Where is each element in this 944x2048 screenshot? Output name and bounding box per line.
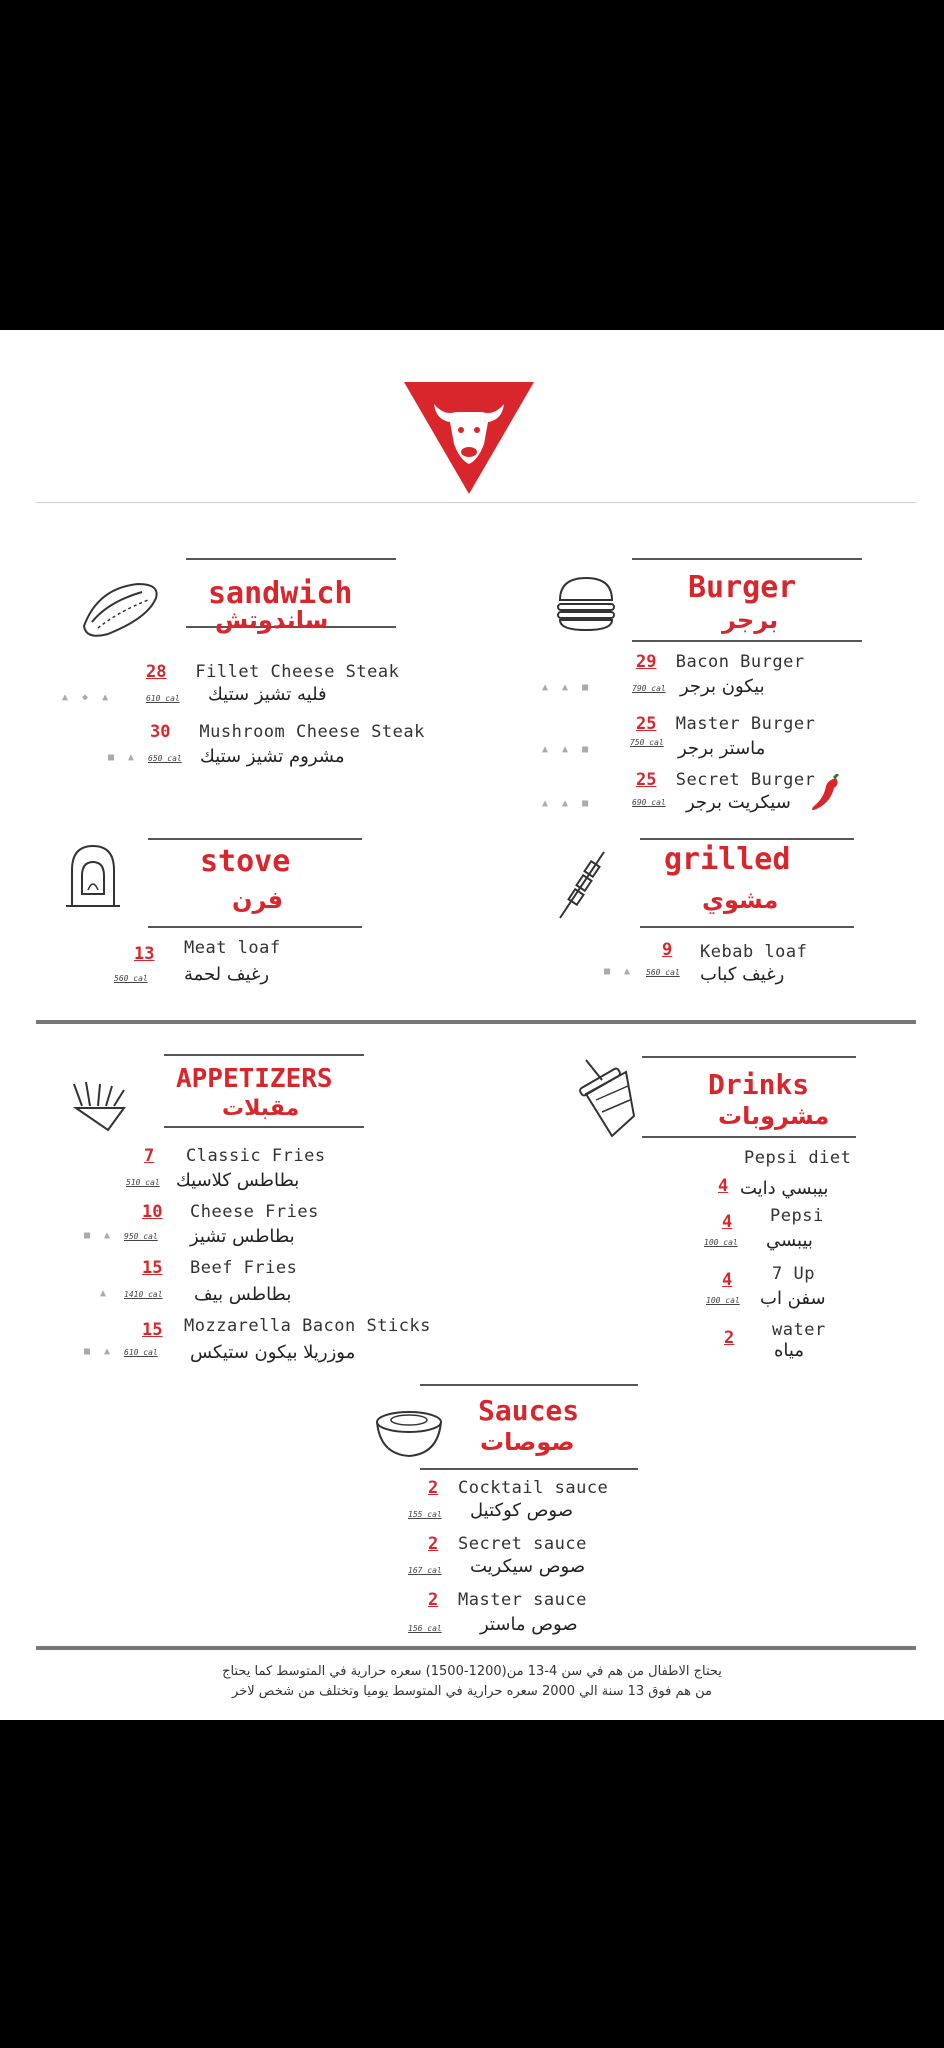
section-title-ar: برجر <box>722 606 779 634</box>
section-title-ar: مقبلات <box>222 1096 300 1121</box>
section-title-en: sandwich <box>208 576 353 611</box>
item-name-en: Kebab loaf <box>700 942 808 962</box>
bull-head-icon <box>404 382 534 494</box>
item-name-ar: بطاطس بيف <box>194 1284 292 1305</box>
item-name-ar: بيبسي دايت <box>740 1178 829 1199</box>
item-price: 9 <box>662 940 673 960</box>
item-name-ar: رغيف كباب <box>700 964 785 985</box>
item-name-en: Cocktail sauce <box>458 1478 609 1498</box>
item-name-ar: صوص كوكتيل <box>470 1500 573 1521</box>
section-title-ar: فرن <box>232 886 284 914</box>
calories: 1410 cal <box>124 1290 163 1299</box>
item-name-ar: فليه تشيز ستيك <box>208 684 327 705</box>
chili-pepper-icon <box>808 774 842 814</box>
allergen-icons: ▲ ▲ ■ <box>542 744 593 755</box>
item-name-en: Beef Fries <box>190 1258 298 1278</box>
calorie-note-line-1: يحتاج الاطفال من هم في سن 4-13 من(1200-1500) سعره حرارية في المتوسط كما يحتاج <box>222 1664 722 1679</box>
section-title-en: grilled <box>664 842 791 877</box>
item-name-ar: بيكون برجر <box>680 676 765 697</box>
allergen-icons: ▲ ▲ ■ <box>542 682 593 693</box>
section-title-ar: صوصات <box>480 1428 575 1456</box>
oven-icon <box>62 840 124 910</box>
item-price: 4 <box>722 1212 733 1232</box>
item-name-ar: صوص سيكريت <box>470 1556 586 1577</box>
calories: 610 cal <box>124 1348 158 1357</box>
calorie-note <box>60 1662 884 1702</box>
item-name-en: Pepsi diet <box>744 1148 852 1168</box>
menu-item: 30 Mushroom Cheese Steak <box>150 722 425 742</box>
item-price: 2 <box>428 1590 439 1610</box>
footer-divider <box>36 1646 916 1650</box>
burger-icon <box>554 574 618 632</box>
item-name-en: Mozzarella Bacon Sticks <box>184 1316 431 1336</box>
menu-page <box>0 330 944 1720</box>
calories: 167 cal <box>408 1566 442 1575</box>
sauce-bowl-icon <box>372 1404 446 1460</box>
skewer-icon <box>556 850 608 920</box>
allergen-icons: ▲ ▲ ■ <box>542 798 593 809</box>
item-price: 10 <box>142 1202 163 1222</box>
item-name-en: water <box>772 1320 826 1340</box>
item-name-en: Meat loaf <box>184 938 281 958</box>
allergen-icons: ■ ▲ <box>84 1346 115 1357</box>
item-name-ar: مياه <box>774 1340 804 1361</box>
section-title-en: Drinks <box>708 1068 810 1101</box>
item-price: 13 <box>134 944 155 964</box>
item-name-ar: بيبسي <box>766 1230 813 1251</box>
item-name-ar: صوص ماستر <box>480 1614 578 1635</box>
calories: 560 cal <box>646 968 680 977</box>
section-title-en: Sauces <box>478 1394 580 1427</box>
item-name-ar: بطاطس تشيز <box>190 1226 295 1247</box>
calories: 156 cal <box>408 1624 442 1633</box>
section-divider <box>36 1020 916 1024</box>
item-name-ar: بطاطس كلاسيك <box>176 1170 300 1191</box>
item-price: 4 <box>722 1270 733 1290</box>
item-name-ar: مشروم تشيز ستيك <box>200 746 345 767</box>
item-name-ar: رغيف لحمة <box>184 964 270 985</box>
item-name-ar: سيكريت برجر <box>686 792 791 813</box>
section-title-en: stove <box>200 844 291 879</box>
item-price: 15 <box>142 1258 163 1278</box>
allergen-icons: ■ ▲ <box>108 752 139 763</box>
section-title-en: APPETIZERS <box>176 1064 333 1094</box>
calories: 560 cal <box>114 974 148 983</box>
fries-icon <box>68 1078 130 1134</box>
allergen-icons: ▲ <box>100 1288 111 1299</box>
allergen-icons: ■ ▲ <box>84 1230 115 1241</box>
allergen-icons: ■ ▲ <box>604 966 635 977</box>
item-name-en: Master sauce <box>458 1590 587 1610</box>
calories: 950 cal <box>124 1232 158 1241</box>
item-name-en: Pepsi <box>770 1206 824 1226</box>
section-title-en: Burger <box>688 570 797 605</box>
allergen-icons: ▲ ◆ ▲ <box>62 692 113 703</box>
item-price: 2 <box>428 1478 439 1498</box>
item-name-en: Classic Fries <box>186 1146 326 1166</box>
menu-item: 29 Bacon Burger <box>636 652 805 672</box>
item-price: 2 <box>428 1534 439 1554</box>
calories: 610 cal <box>146 694 180 703</box>
item-name-en: Secret sauce <box>458 1534 587 1554</box>
item-name-ar: سفن اب <box>760 1288 826 1309</box>
menu-item: 25 Master Burger <box>636 714 816 734</box>
calorie-note-line-2: من هم فوق 13 سنة الي 2000 سعره حرارية في المتوسط يوميا وتختلف من شخص لاخر <box>232 1684 712 1699</box>
section-title-ar: مشوي <box>702 886 779 914</box>
calories: 790 cal <box>632 684 666 693</box>
sandwich-icon <box>78 578 162 642</box>
item-price: 4 <box>718 1176 729 1196</box>
top-divider <box>36 502 916 503</box>
soda-cup-icon <box>572 1056 642 1146</box>
item-name-en: 7 Up <box>772 1264 815 1284</box>
item-price: 7 <box>144 1146 155 1166</box>
item-name-ar: ماستر برجر <box>678 738 766 759</box>
section-title-ar: مشروبات <box>718 1102 830 1130</box>
item-name-en: Cheese Fries <box>190 1202 319 1222</box>
section-title-ar: ساندوتش <box>215 606 329 634</box>
menu-item: 28 Fillet Cheese Steak <box>146 662 400 682</box>
calories: 155 cal <box>408 1510 442 1519</box>
calories: 510 cal <box>126 1178 160 1187</box>
calories: 100 cal <box>704 1238 738 1247</box>
calories: 690 cal <box>632 798 666 807</box>
item-price: 15 <box>142 1320 163 1340</box>
calories: 650 cal <box>148 754 182 763</box>
calories: 100 cal <box>706 1296 740 1305</box>
menu-item: 25 Secret Burger <box>636 770 816 790</box>
item-price: 2 <box>724 1328 735 1348</box>
item-name-ar: موزريلا بيكون ستيكس <box>190 1342 356 1363</box>
calories: 750 cal <box>630 738 664 747</box>
